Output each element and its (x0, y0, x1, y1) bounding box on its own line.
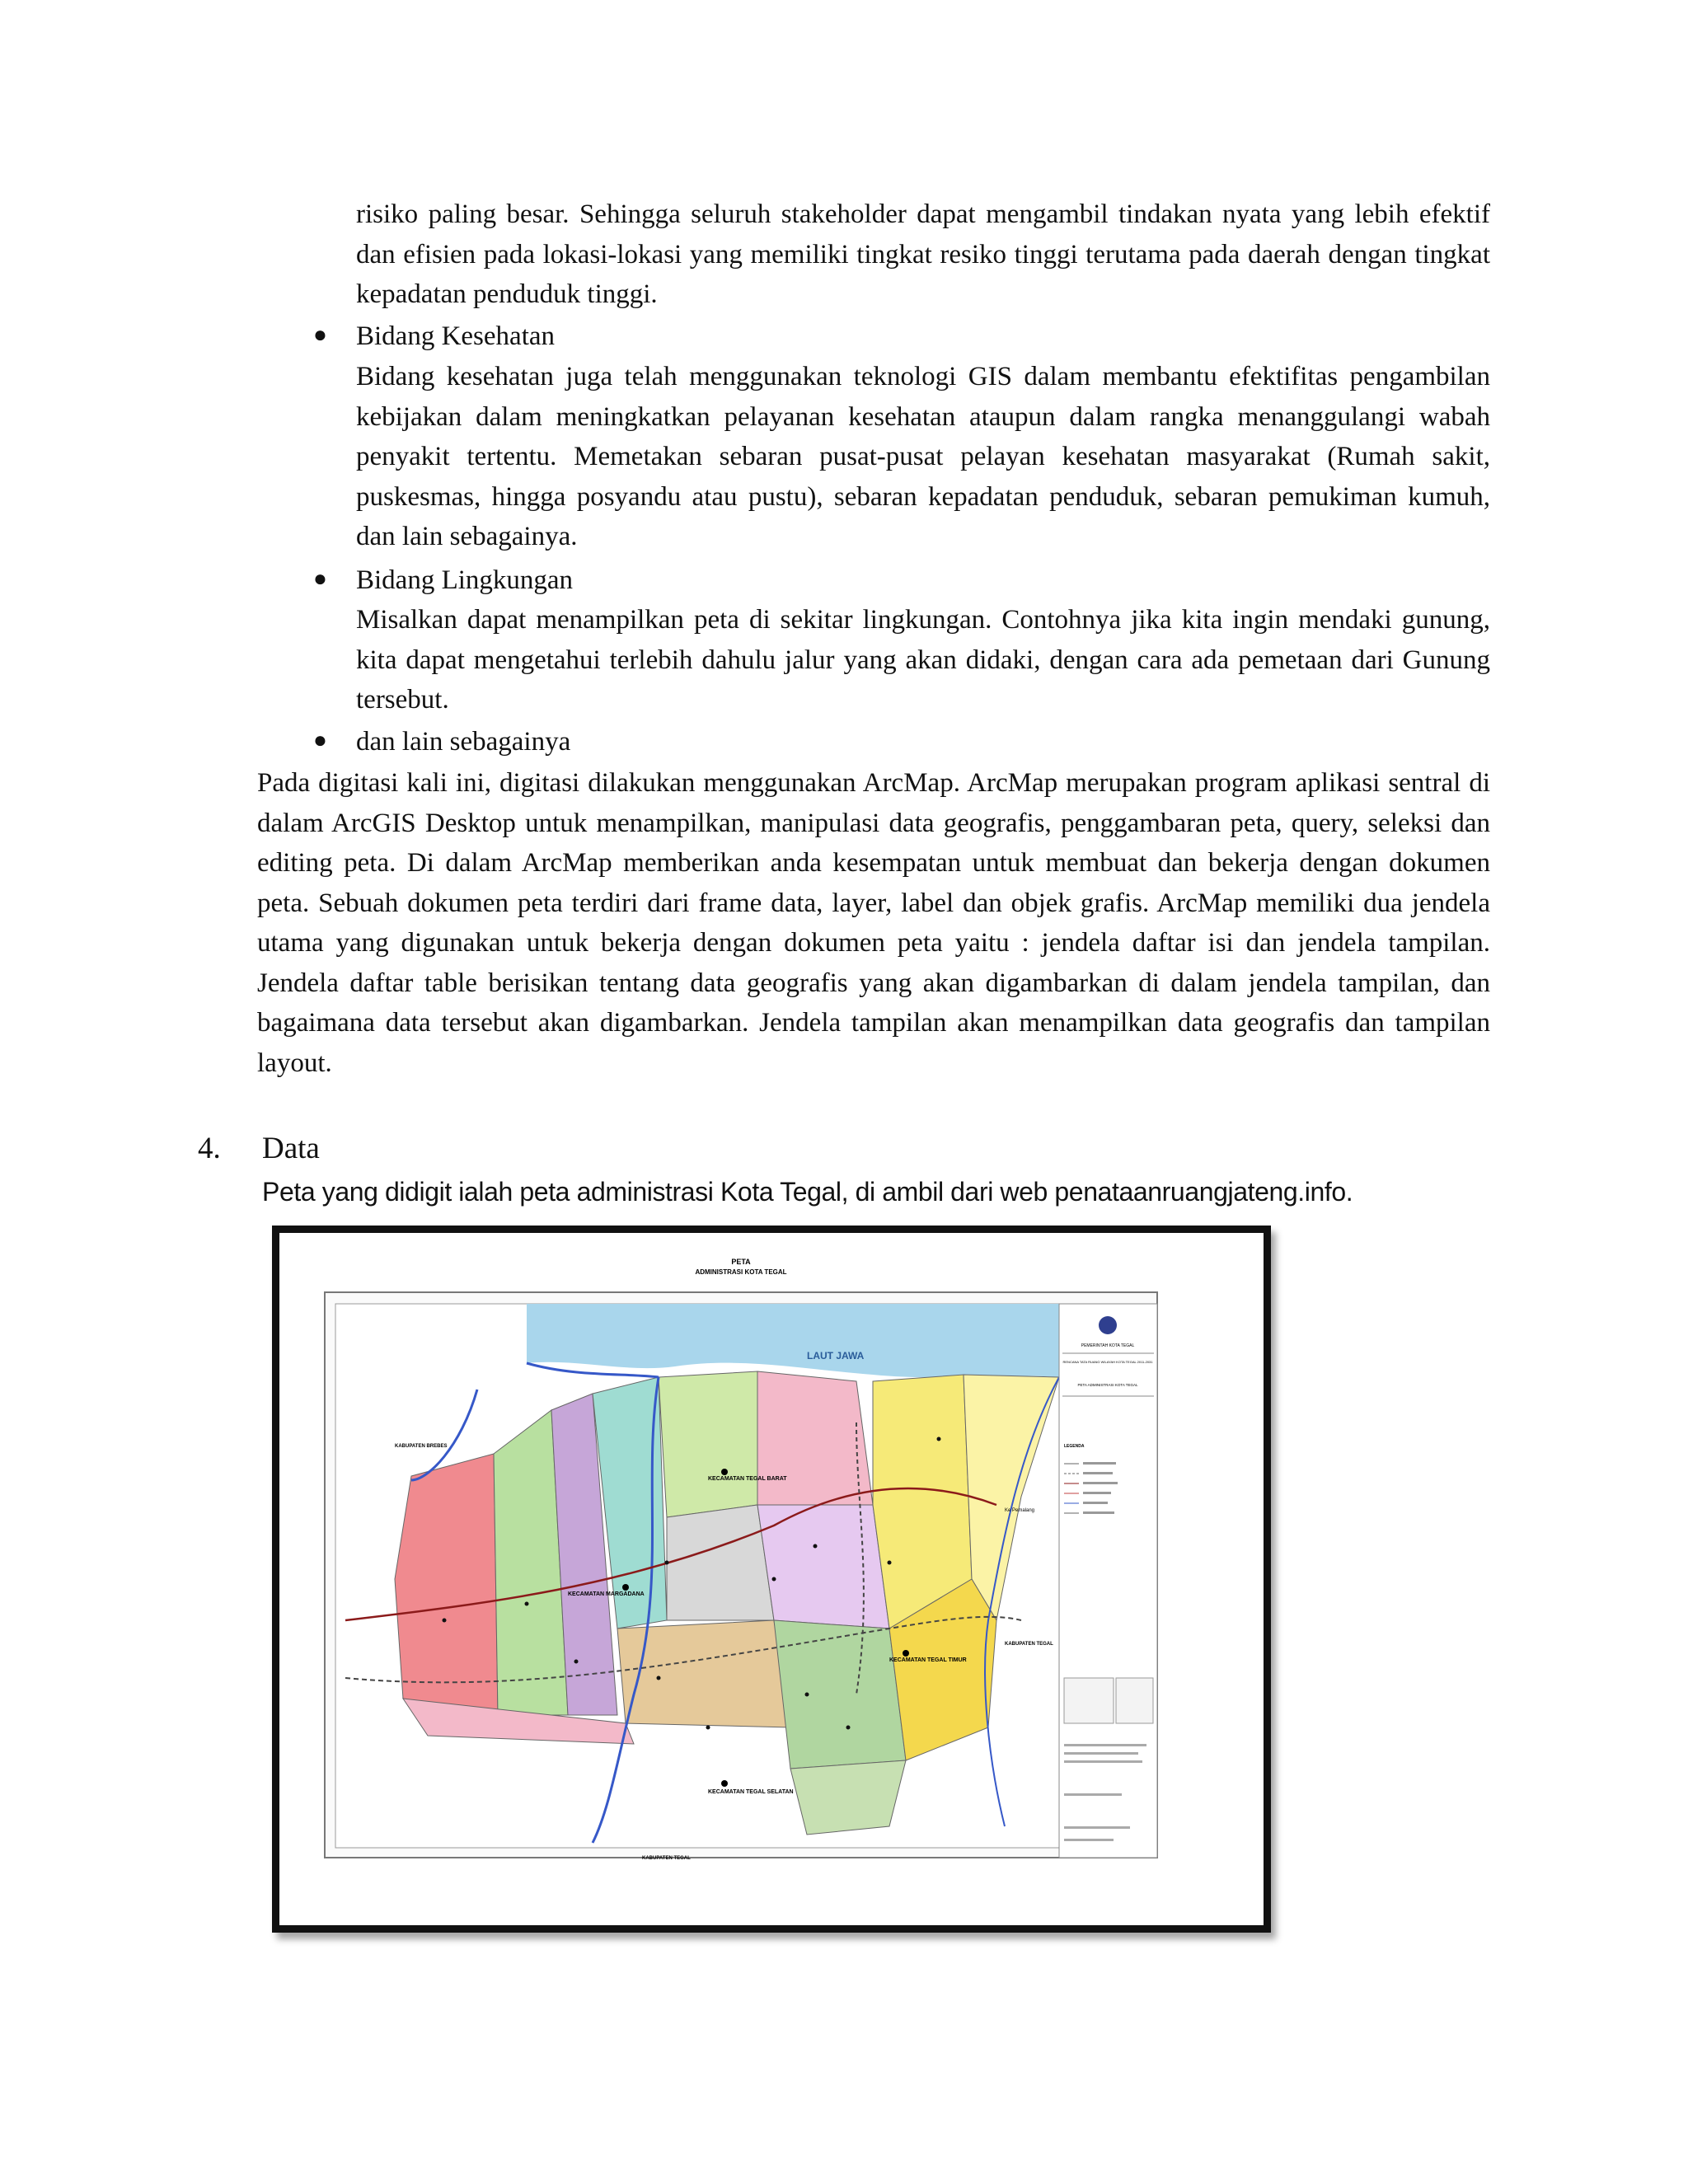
legend-map-title: PETA ADMINISTRASI KOTA TEGAL (1077, 1383, 1138, 1387)
bullet-body-lingkungan: Misalkan dapat menampilkan peta di sekitar lingkungan. Contohnya jika kita ingin mendaki gunung, kita dapat mengetahui terlebih dahulu jalur yang akan didaki, dengan cara ada pemetaan dari Gunung tersebut. (356, 605, 1490, 715)
bullet-dot: ● (313, 728, 327, 753)
bullet-title-kesehatan: Bidang Kesehatan (356, 321, 556, 351)
administrative-map (279, 1233, 1264, 1925)
label-brebes: KABUPATEN BREBES (395, 1444, 448, 1449)
map-caption: Peta yang didigit ialah peta administrasi Kota Tegal, di ambil dari web penataanruangjateng.info. (262, 1177, 1353, 1207)
label-tegal-south: KABUPATEN TEGAL (642, 1856, 691, 1861)
bullet-body-kesehatan: Bidang kesehatan juga telah menggunakan teknologi GIS dalam membantu efektifitas pengambilan kebijakan dalam meningkatkan pelayanan kesehatan ataupun dalam rangka menanggulangi wabah penyakit tertentu. Memetakan sebaran pusat-pusat pelayan kesehatan masyarakat (Rumah sakit, puskesmas, hingga posyandu atau pustu), sebaran kepadatan penduduk, sebaran pemukiman kumuh, dan lain sebagainya. (356, 362, 1490, 551)
section-number: 4. (198, 1132, 221, 1165)
legend-label: LEGENDA (1064, 1444, 1085, 1449)
label-to-pemalang: Ke Pemalang (1005, 1508, 1035, 1513)
section-title: Data (262, 1132, 320, 1165)
district-tegal-barat: KECAMATAN TEGAL BARAT (708, 1476, 787, 1482)
map-figure (272, 1226, 1271, 1933)
sea-label: LAUT JAWA (807, 1350, 865, 1361)
district-tegal-selatan: KECAMATAN TEGAL SELATAN (708, 1789, 794, 1795)
map-title-1: PETA (731, 1258, 751, 1266)
district-margadana: KECAMATAN MARGADANA (568, 1591, 645, 1597)
bullet-dot: ● (313, 322, 327, 348)
legend-header: PEMERINTAH KOTA TEGAL (1081, 1343, 1135, 1348)
map-title-2: ADMINISTRASI KOTA TEGAL (695, 1268, 787, 1276)
legend-subtitle: RENCANA TATA RUANG WILAYAH KOTA TEGAL 2011-2031 (1062, 1360, 1153, 1364)
arcmap-paragraph: Pada digitasi kali ini, digitasi dilakukan menggunakan ArcMap. ArcMap merupakan program aplikasi sentral di dalam ArcGIS Desktop untuk menampilkan, manipulasi data geografis, penggambaran peta, query, seleksi dan editing peta. Di dalam ArcMap memberikan anda kesempatan untuk membuat dan bekerja dengan dokumen peta. Sebuah dokumen peta terdiri dari frame data, layer, label dan objek grafis. ArcMap memiliki dua jendela utama yang digunakan untuk bekerja dengan dokumen peta yaitu : jendela daftar isi dan jendela tampilan. Jendela daftar table berisikan tentang data geografis yang akan digambarkan di dalam jendela tampilan, dan bagaimana data tersebut akan digambarkan. Jendela tampilan akan menampilkan data geografis dan tampilan layout. (257, 768, 1490, 1078)
intro-continuation-paragraph: risiko paling besar. Sehingga seluruh stakeholder dapat mengambil tindakan nyata yang lebih efektif dan efisien pada lokasi-lokasi yang memiliki tingkat resiko tinggi terutama pada daerah dengan tingkat kepadatan penduduk tinggi. (356, 199, 1490, 309)
bullet-title-lingkungan: Bidang Lingkungan (356, 565, 574, 595)
bullet-dot: ● (313, 566, 327, 592)
district-tegal-timur: KECAMATAN TEGAL TIMUR (889, 1657, 967, 1663)
bullet-title-lainnya: dan lain sebagainya (356, 727, 571, 757)
label-tegal-east: KABUPATEN TEGAL (1005, 1642, 1053, 1647)
